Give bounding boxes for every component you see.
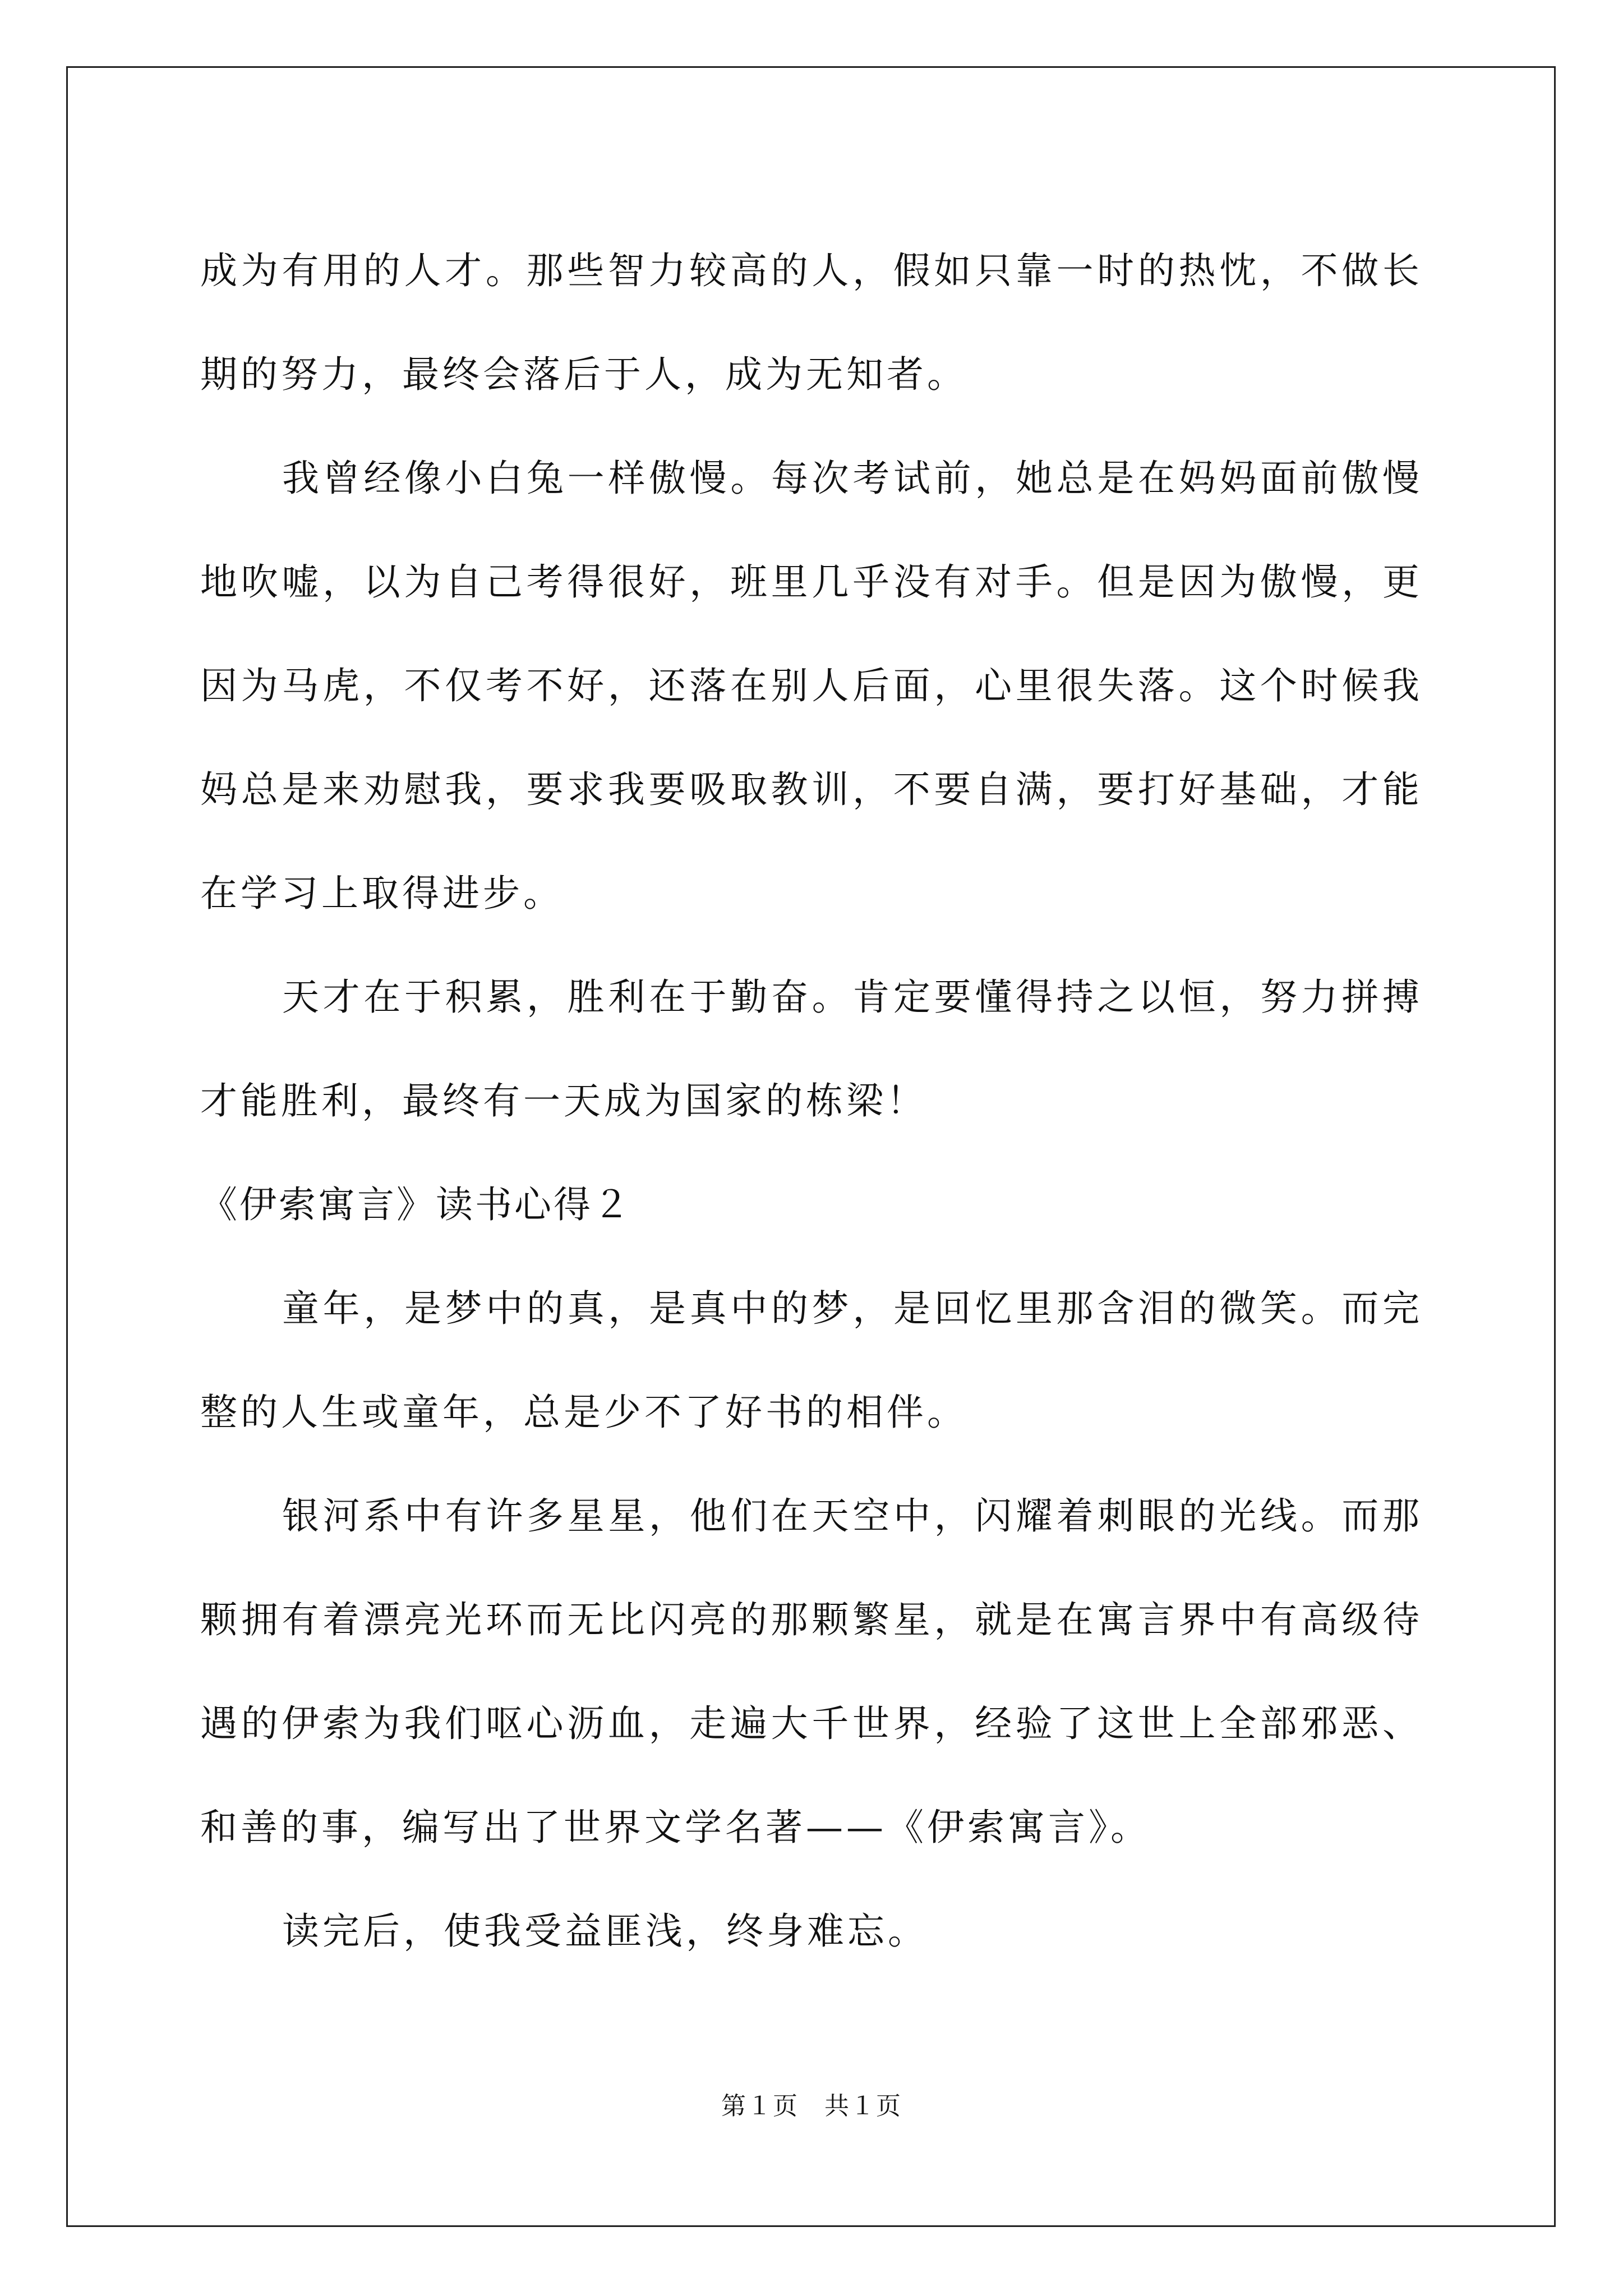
paragraph: 天才在于积累，胜利在于勤奋。肯定要懂得持之以恒，努力拼搏才能胜利，最终有一天成为国家的栋梁！ <box>200 976 1423 1122</box>
paragraph: 童年，是梦中的真，是真中的梦，是回忆里那含泪的微笑。而完整的人生或童年，总是少不了好书的相伴。 <box>200 1287 1423 1434</box>
document-body <box>200 219 1423 1983</box>
page-footer <box>0 2090 1623 2123</box>
paragraph: 银河系中有许多星星，他们在天空中，闪耀着刺眼的光线。而那颗拥有着漂亮光环而无比闪亮的那颗繁星，就是在寓言界中有高级待遇的伊索为我们呕心沥血，走遍大千世界，经验了这世上全部邪恶、和善的事，编写出了世界文学名著——《伊索寓言》。 <box>200 1494 1423 1849</box>
paragraph: 成为有用的人才。那些智力较高的人，假如只靠一时的热忱，不做长期的努力，最终会落后于人，成为无知者。 <box>200 249 1423 396</box>
paragraph: 我曾经像小白兔一样傲慢。每次考试前，她总是在妈妈面前傲慢地吹嘘，以为自己考得很好，班里几乎没有对手。但是因为傲慢，更因为马虎，不仅考不好，还落在别人后面，心里很失落。这个时候我妈总是来劝慰我，要求我要吸取教训，不要自满，要打好基础，才能在学习上取得进步。 <box>200 457 1423 915</box>
page-number-current: 第１页 <box>721 2092 799 2120</box>
page-number-total: 共１页 <box>824 2092 902 2120</box>
section-heading: 《伊索寓言》读书心得２ <box>200 1183 632 1226</box>
paragraph: 读完后，使我受益匪浅，终身难忘。 <box>282 1910 928 1953</box>
